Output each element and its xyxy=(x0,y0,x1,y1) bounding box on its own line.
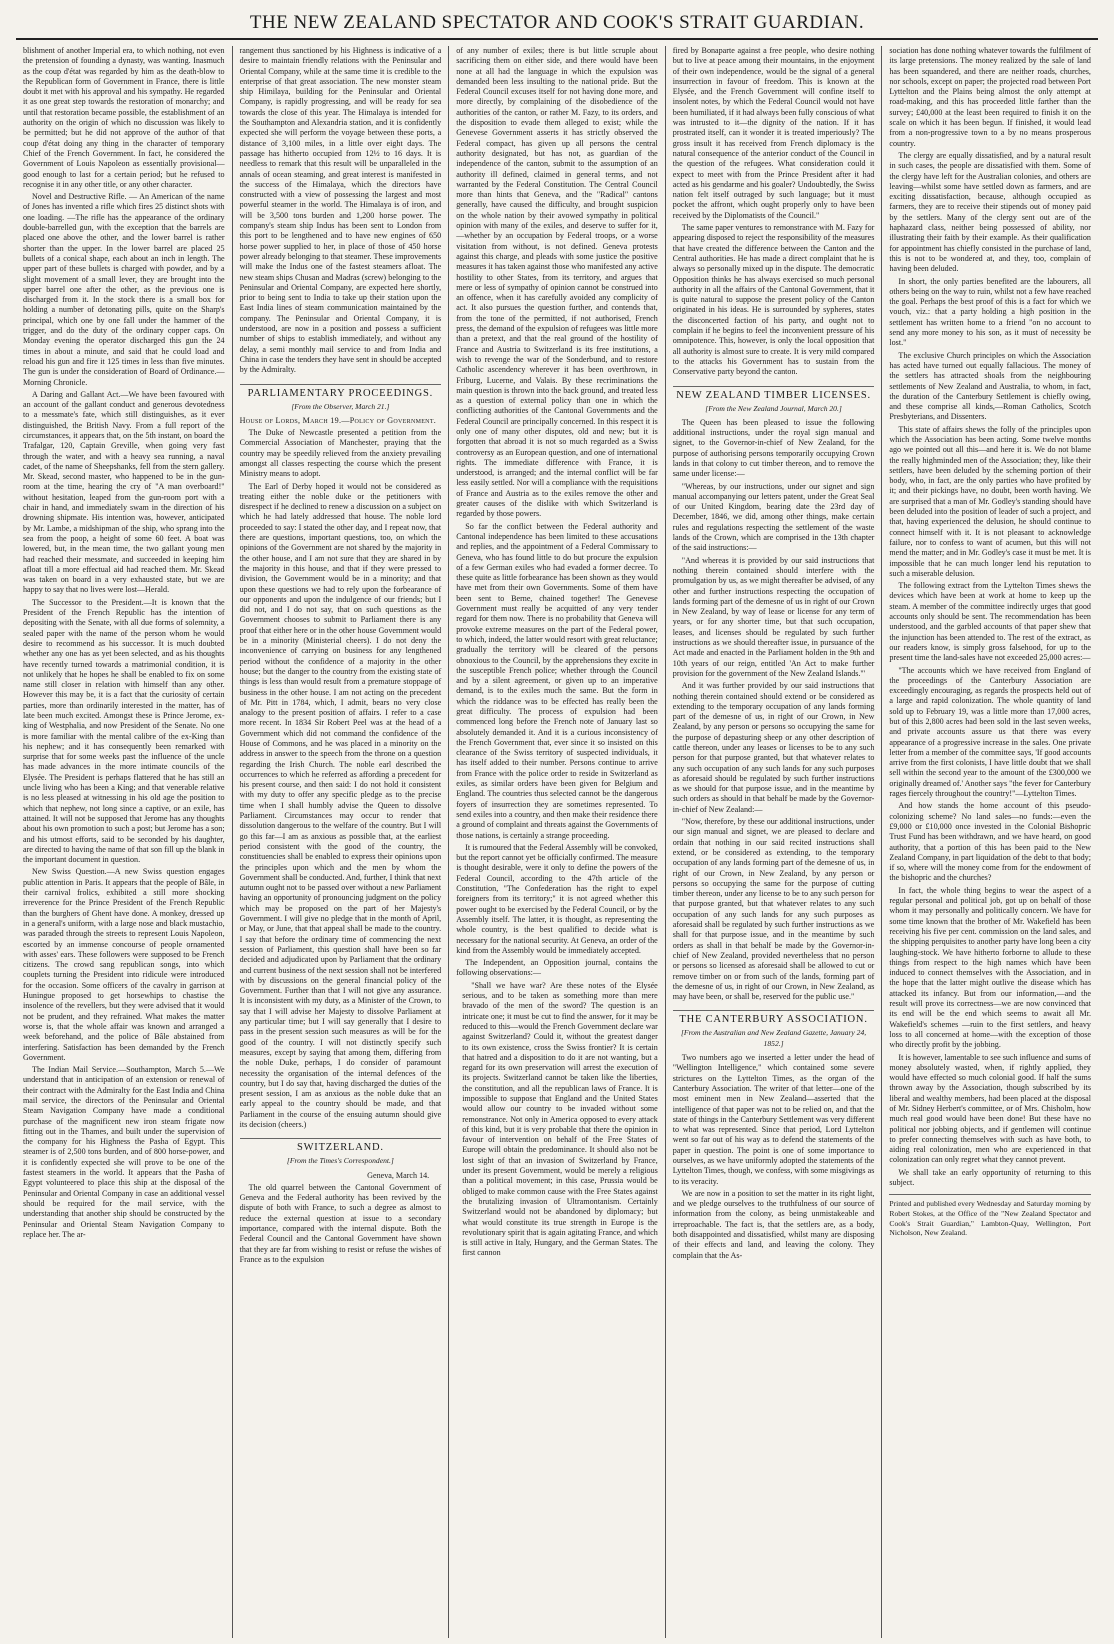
article-paragraph: In short, the only parties benefited are the labourers, all others being on the way to ruin, whilst not a few have reached the goal. Perhaps the best proof of this is a fact for which we vouch, viz.: that a party holding a high position in the settlement has written home to a friend "on no account to send any more money to his son, as it must of necessity be lost." xyxy=(889,276,1091,348)
section-heading-parliamentary: PARLIAMENTARY PROCEEDINGS. xyxy=(240,384,442,399)
section-subhead: House of Lords, March 19.—Policy of Government. xyxy=(239,415,437,425)
article-paragraph: of any number of exiles; there is but little scruple about sacrificing them on either side, and there would have been none at all had the language in which the expulsion was demanded been less insulting to the national pride. But the Federal Council excuses itself for not having done more, and more directly, by complaining of the disobedience of the authorities of the canton, or rather M. Fazy, to its orders, and the disposition to evade them alleged to exist; while the Genevese Government asserts it has strictly observed the Federal compact, has given up all persons the central authority designated, but has not, as guardian of the independence of the canton, submit to the assumption of an authority ill defined, claimed in general terms, and not warranted by the Federal Constitution. The Central Council more than hints that Geneva, and the "Radical" cantons generally, have caused the difficulty, and brought suspicion on the whole nation by their avowed sympathy in political opinion with many of the exiles, and deserve to suffer for it,—whether by an occupation by Federal troops, or a worse visitation from without, is not defined. Geneva protests against this charge, and pleads with some justice the positive measures it has taken against those who manifested any active hostility to other States, from its territory, and argues that mere or less of sympathy of opinion cannot be construed into an offence, when it has carefully avoided any complicity of act. It also pursues the question further, and contends that, from the tone of the permitted, if not authorised, French press, the demand of the expulsion of refugees was little more than a pretext, and that the real ground of the hostility of France and Austria to Switzerland is its free institutions, a wish to revenge the war of the Sonderbund, and to restore Catholic ascendency wherever it has been overthrown, in Friburg, Lucerne, and Valais. By these recriminations the main question is thrown into the back ground, and treated less as a question of external policy than one in which the conflicting authorities of the Cantonal Governments and the Federal Council are principally concerned. In this respect it is only one of many other disputes, old and new; but it is forgotten that abroad it is not so much regarded as a Swiss controversy as an European question, and one of international rights. The immediate difference with France, it is understood, is arranged; and the internal conflict will be far less easily settled. Nor will a compliance with the requisitions of France and Austria as to the exiles remove the other and greater causes of the dislike with which Switzerland is regarded by those powers. xyxy=(456,46,658,519)
article-paragraph: The following extract from the Lyttelton Times shews the devices which have been at work at home to keep up the steam. A member of the committee indirectly urges that good accounts only should be sent. The recommendation has been understood, and the garbled accounts of that paper shew that the injunction has been attended to. The rest of the extract, as our readers know, is simply gross falsehood, for up to the present time the land-sales have not exceeded 25,000 acres:— xyxy=(889,581,1091,663)
article-paragraph: fired by Bonaparte against a free people, who desire nothing but to live at peace among their mountains, in the enjoyment of their own independence, would be the signal of a general insurrection in favour of freedom. This is known at the Elysée, and the French Government will confine itself to insolent notes, by which the Federal Council would not have been humiliated, if it had always been fully conscious of what was intrusted to it—the dignity of the nation. If it has prostrated itself, can it wonder it is treated imperiously? The gross insult it has received from French diplomacy is the natural consequence of the anterior conduct of the Council in the question of the refugees. What consideration could it expect to meet with from the Prince President after it had acted as his gendarme and his goaler? Undoubtedly, the Swiss nation felt itself outraged by such language; but it must pocket the affront, which ought properly only to have been received by the Diplomatists of the Council." xyxy=(672,46,875,220)
article-paragraph: "And whereas it is provided by our said instructions that nothing therein contained should interfere with the promulgation by us, as we might thereafter be advised, of any other and further instructions respecting the occupation of lands forming part of the demesne of us in right of our Crown in New Zealand, by way of lease or license for any term of years, or for any shorter time, but that such occupation, leases, and licenses should be regulated by such further instructions as we should thereafter issue, in pursuance of the Act made and enacted in the Parliament holden in the 9th and 10th years of our reign, entitled 'An Act to make further provision for the government of the New Zealand Islands.'" xyxy=(672,555,875,678)
column-2 xyxy=(233,46,450,1638)
column-4 xyxy=(666,46,883,1638)
section-source: [From the Times's Correspondent.] xyxy=(286,1156,394,1166)
article-paragraph: The old quarrel between the Cantonal Government of Geneva and the Federal authority has been revived by the dispute of both with France, to such a degree as almost to reduce the external question at issue to a secondary importance, compared with the internal dispute. Both the Federal Council and the Cantonal Government have shown that they are far from wishing to resist or refuse the wishes of France as to the expulsion xyxy=(239,1182,442,1264)
section-source: [From the Observer, March 21.] xyxy=(291,401,390,411)
article-paragraph: We are now in a position to set the matter in its right light, and we pledge ourselves to the truthfulness of our source of information from the colony, as being unmistakeable and irreproachable. The fact is, that the settlers are, as a body, both disappointed and dissatisfied, whilst many are disposing of their effects and land, and leaving the colony. They complain that the As- xyxy=(672,1188,875,1260)
article-paragraph: sociation has done nothing whatever towards the fulfilment of its large pretensions. The money realized by the sale of land has been squandered, and there are neither roads, churches, nor schools, except on paper; the projected road between Port Lyttelton and the Plains being almost the only attempt at road-making, and this has proceeded little farther than the survey; £40,000 at the least been required to finish it on the scale on which it has been begun. If finished, it would lead from a non-progressive town to a by no means prosperous country. xyxy=(889,46,1091,148)
article-paragraph: The Indian Mail Service.—Southampton, March 5.—We understand that in anticipation of an extension or renewal of their contract with the Admiralty for the East India and China mail service, the directors of the Peninsular and Oriental Steam Navigation Company have made a conditional purchase of the magnificent new iron steam frigate now fitting out in the Thames, and built under the supervision of the company for his Highness the Pasha of Egypt. This steamer is of 2,500 tons burden, and of 800 horse-power, and it is confidently expected she will prove to be one of the fastest steamers in the world. It appears that the Pasha of Egypt volunteered to place this ship at the disposal of the Peninsular and Oriental Company in case an additional vessel should be required for the mail service, with the understanding that another ship should be constructed by the Peninsular and Oriental Steam Navigation Company to replace her. The ar- xyxy=(23,1065,225,1239)
dateline: Geneva, March 14. xyxy=(367,1170,430,1180)
column-5 xyxy=(882,46,1098,1638)
article-paragraph: The clergy are equally dissatisfied, and by a natural result in such cases, the people are dissatisfied with them. Some of the clergy have left for the Australian colonies, and others are leaving—whilst some have settled down as farmers, and are exciting dissatisfaction, because, although occupied as farmers, they are to receive their stipends out of money paid by the settlers. Many of the clergy sent out are of the haphazard class, neither being possessed of ability, nor illustrating their faith by their example. As their qualification for appointment has chiefly consisted in the purchase of land, this is not to be wondered at, and they, too, complain of having been deluded. xyxy=(889,150,1091,274)
article-paragraph: "Whereas, by our instructions, under our signet and sign manual accompanying our letters patent, under the Great Seal of our United Kingdom, bearing date the 23rd day of December, 1846, we did, among other things, make certain rules and regulations respecting the settlement of the waste lands of the Crown, which are comprised in the 13th chapter of the said instructions:— xyxy=(672,481,875,553)
masthead-title: THE NEW ZEALAND SPECTATOR AND COOK'S STRAIT GUARDIAN. xyxy=(249,12,865,33)
columns xyxy=(16,46,1098,1638)
section-heading-timber: NEW ZEALAND TIMBER LICENSES. xyxy=(673,386,875,401)
article-paragraph: A Daring and Gallant Act.—We have been favoured with an account of the gallant conduct and generous devotedness to a messmate's fate, which still distinguishes, as it ever distinguished, the British Navy. From a full report of the circumstances, it appears that, on the 5th instant, on board the Trafalgar, 120, Captain Greville, when going very fast through the water, and with a heavy sea running, a naval cadet, of the name of Sheepshanks, fell from the stern gallery. Mr. Skead, second master, who happened to be in the gun-room at the time, hearing the cry of "A man overboard!" without hesitation, leaped from the gun-room port with a chair in hand, and immediately swam in the direction of his drowning shipmate. His intention was, however, anticipated by Mr. Lambe, a midshipman of the ship, who sprang into the sea from the poop, a height of some 60 feet. A boat was lowered, but, in the mean time, the two gallant young men had reached their messmate, and succeeded in keeping him afloat till a more effectual aid had reached them. Mr. Skead was taken on board in a very exhausted state, but we are happy to say that no lives were lost—Herald. xyxy=(23,389,225,595)
article-paragraph: We shall take an early opportunity of returning to this subject. xyxy=(889,1167,1091,1188)
masthead-rule xyxy=(16,38,1098,40)
article-paragraph: The Duke of Newcastle presented a petition from the Commercial Association of Manchester, praying that the country may be speedily relieved from the anxiety prevailing amongst all classes respecting the course which the present Ministry means to adopt. xyxy=(239,428,442,479)
article-paragraph: "Now, therefore, by these our additional instructions, under our sign manual and signet, we are pleased to declare and ordain that nothing in our said recited instructions shall extend, or be considered as extending, to the temporary occupation of any lands forming part of the demesne of us, in right of our Crown, in New Zealand, by any person or persons so occupying the same for the purpose of cutting timber thereon, under any license to be to any such person for that purpose granted, but that whatever relates to any such occupation of any such lands for any such purposes as aforesaid shall be regulated by such further instructions as we shall for that purpose issue, and in the meantime by such orders as shall in that behalf be made by the Governor-in-chief of New Zealand, provided nevertheless that no person or persons so licensed as aforesaid shall be allowed to cut or remove timber on or from such of the lands, forming part of the demesne of us, in right of our Crown, in New Zealand, as may have been, or shall be, reserved for the public use." xyxy=(672,817,875,1002)
article-paragraph: New Swiss Question.—A new Swiss question engages public attention in Paris. It appears that the people of Bâle, in their carnival frolics, exhibited a still more shocking irreverence for the Prince President of the French Republic than the burghers of Ghent have done. A monkey, dressed up in a general's uniform, with a large nose and black mustachio, was paraded through the streets to represent Louis Napoleon, escorted by an immense concourse of people ornamented with asses' ears. These followers were supposed to be French citizens. The crowd sang republican songs, into which couplets turning the President into ridicule were introduced for the occasion. Some officers of the cavalry in garrison at Huningue proposed to get horsewhips to chastise the insolence of the revellers, but they were advised that it would not be prudent, and they refrained. What makes the matter worse is, that the whole affair was known and arranged a week beforehand, and the police of Bâle abstained from interfering. Satisfaction has been demanded by the French Government. xyxy=(23,867,225,1062)
article-paragraph: The Earl of Derby hoped it would not be considered as treating either the noble duke or the petitioners with disrespect if he declined to renew a discussion on a subject on which he had lately addressed that house. The noble lord proceeded to say: I stated the other day, and I repeat now, that there are questions, important questions, too, on which the opinions of the Government are not shared by the majority in the other house, and I am not sure that they are shared in by the majority in this house, and that if they were pressed to division, the Government would be in a minority; and that upon these questions we had to rely upon the forbearance of our opponents and upon the indulgence of our friends; but I did not, and I do not say, that on such questions as the Government chooses to submit to Parliament there is any proof that either here or in the other house Government would be in a minority (Ministerial cheers). I do not deny the inconvenience of carrying on business for any lengthened period without the confidence of a majority in the other house; but the danger to the country from the existing state of things is less than would result from a premature stoppage of business in the other house. I am not acting on the precedent of Mr. Pitt in 1784, which, I admit, bears no very close analogy to the present position of affairs. I refer to a case more recent. In 1834 Sir Robert Peel was at the head of a Government which did not command the confidence of the House of Commons, and he was placed in a minority on the address in answer to the speech from the throne on a question regarding the Irish Church. The noble earl described the occurrences to which he referred as affording a precedent for his present course, and then said: I do not hold it consistent with my duty to offer any specific pledge as to the precise time when I shall humbly advise the Queen to dissolve Parliament. Circumstances may occur to render that dissolution dangerous to the welfare of the country. But I will go this far—I am as anxious as possible that, at the earliest period consistent with the good of the country, the constituencies shall be enabled to express their opinions upon the principles upon which and the men by whom the Government shall be conducted. And, further, I think that next autumn ought not to be passed over without a new Parliament having an opportunity of pronouncing judgment on the policy which may be proposed on the part of her Majesty's Government. I will give no pledge that in the month of April, or May, or June, that that appeal shall be made to the country. I say that before the ordinary time of commencing the next session of Parliament, this question shall have been so far decided and adjudicated upon by Parliament that the ordinary and current business of the next session shall not be interfered with by discussions on the general financial policy of the Government. Further than that I will not give any assurance. It is inconsistent with my duty, as a Minister of the Crown, to say that I will advise her Majesty to dissolve Parliament at any particular time; but I will say generally that I desire to pass in the present session such measures as will be for the good of the country. I will not distinctly specify such measures, except by saying that among them, differing from the noble Duke, perhaps, I do consider of paramount necessity the organisation of the internal defences of the country, but I do say that, having discharged the duties of the present session, I am as anxious as the noble duke that an early appeal to the country should be made, and that Parliament in the course of the ensuing autumn should give its decision (cheers.) xyxy=(239,481,442,1129)
article-paragraph: In fact, the whole thing begins to wear the aspect of a regular personal and political job, got up on behalf of those whom it may personally and politically concern. We have for some time known that the brother of Mr. Wakefield has been receiving his five per cent. commission on the land sales, and the shipping perquisites to another party have long been a city laughing-stock. We have hitherto forborne to allude to these things from respect to the high names which have been induced to connect themselves with the Association, and in the hope that the latter might outlive the disease which has attacked its infancy. But from our information,—and the result will prove its correctness—we are now convinced that its end will be the end which seems to await all Mr. Wakefield's schemes —ruin to the first settlers, and heavy loss to all concerned at home—with the exception of those who directly profit by the jobbing. xyxy=(889,885,1091,1050)
article-paragraph: "The accounts which we have received from England of the proceedings of the Canterbury Association are exceedingly encouraging, as regards the prospects held out of a large and rapid colonization. The whole quantity of land sold up to February 19, was a little more than 17,000 acres, but of this 2,800 acres had been sold in the last seven weeks, and private accounts assure us that there was every appearance of a progressive increase in the sales. One private letter from a member of the committee says, 'If good accounts arrive from the first colonists, I have little doubt that we shall sell within the second year to the amount of the £300,000 we originally dreamed of.' Another says "the fever for Canterbury rages fiercely throughout the country!"—Lyttelton Times. xyxy=(889,665,1091,799)
article-paragraph: And it was further provided by our said instructions that nothing therein contained should extend or be considered as extending to the temporary occupation of any lands forming part of the demesne of us, in right of our Crown, in New Zealand, by any person or persons so occupying the same for the purpose of depasturing sheep or any other description of cattle thereon, under any leases or licenses to be to any such person for that purpose granted, but that whatever relates to any such occupation of any such lands for any such purposes as aforesaid should be regulated by such further instructions as we should for that purpose issue, and in the meantime by such orders as should in that behalf be made by the Governor-in-chief of New Zealand:— xyxy=(672,681,875,814)
article-paragraph: This state of affairs shews the folly of the principles upon which the Association has been acting. Some twelve months ago we pointed out all this—and here it is. We do not blame the really highminded men of the Association; they, like their settlers, have been deluded by the scheming portion of their body, who, in fact, are the only parties who have profited by it; and their pickings have, no doubt, been worth having. We are surprised that a man of Mr. Godley's standing should have been deluded into the position of leader of such a project, and that, having experienced the delusion, he should continue to connect himself with it. It is not pleasant to acknowledge failure, nor to confess to want of acumen, but this will not mend the matter; and in Mr. Godley's case it must be met. It is impossible that he can much longer lend his reputation to such a miserable delusion. xyxy=(889,424,1091,578)
article-paragraph: The Independent, an Opposition journal, contains the following observations:— xyxy=(456,958,658,978)
article-paragraph: rangement thus sanctioned by his Highness is indicative of a desire to maintain friendly relations with the Peninsular and Oriental Company, while at the same time it is credible to the enterprise of that great association. The new monster steam ship Himilaya, building for the Peninsular and Oriental Company, is rapidly progressing, and will be ready for sea towards the close of this year. The Himalaya is intended for the Southampton and Alexandria station, and it is confidently expected she will perform the voyage between these ports, a distance of 3,100 miles, in a little over eight days. The passage has hitherto occupied from 12½ to 16 days. It is needless to remark that this result will be unparalleled in the annals of ocean steaming, and great interest is manifested in the success of the Himalaya, which the directors have constructed with a view of possessing the largest and most powerful steamer in the world. The Himalaya is of iron, and will be 3,500 tons burden and 1,200 horse power. The company's steam ship Indus has been sent to London from this port to be lengthened and to have new engines of 650 horse power supplied to her, in place of those of 450 horse power already belonging to that steamer. These improvements will make the Indus one of the fastest steamers afloat. The new steam ships Chusan and Madras (screw) belonging to the Peninsular and Oriental Company, are expected here shortly, prior to being sent to India to take up their station upon the East India lines of steam communication maintained by the company. The Peninsular and Oriental Company, it is understood, are now in a position and possess a sufficient number of ships to establish immediately, and without any delay, a semi monthly mail service to and from India and China in case the tenders they have sent in should be accepted by the Admiralty. xyxy=(239,46,442,375)
article-paragraph: blishment of another Imperial era, to which nothing, not even the pretension of founding a dynasty, was wanting. Inasmuch as the coup d'état was regarded by him as the death-blow to the Republican form of Government in France, there is little doubt it met with his approval and his sympathy. He regarded it as one great step towards the restoration of monarchy; and until that restoration became possible, the establishment of an authority on the origin of which no discussion was likely to be permitted; but he did not approve of the author of that coup d'état doing any thing in the character of temporary Chief of the French Government. In fact, he considered the Government of Louis Napoleon as essentially provisional—good enough to last for a certain period; but he refused to recognise it in any other title, or any other character. xyxy=(23,46,225,189)
article-paragraph: And how stands the home account of this pseudo-colonizing scheme? No land sales—no funds:—even the £9,000 or £10,000 once invested in the Colonial Bishopric Trust Fund has been withdrawn, and we have heard, on good authority, that a portion of this has been paid to the New Zealand Company, in part liquidation of the debt to that body; if so, where will the money come from for the endowment of the bishopric and the churches? xyxy=(889,801,1091,883)
imprint-text: Printed and published every Wednesday and Saturday morning by Robert Stokes, at the Office of the "New Zealand Spectator and Cook's Strait Guardian," Lambton-Quay, Wellington, Port Nicholson, New Zealand. xyxy=(889,1199,1091,1238)
article-paragraph: "Shall we have war? Are these notes of the Elysée serious, and to be taken as something more than mere bravado of the men of the sword? The question is an intricate one; it must be cut to find the answer, for it may be reduced to this—would the French Government declare war against Switzerland? Could it, without the greatest danger to its own existence, cross the Swiss frontier? It is certain that hatred and a disposition to do it are not wanting, but a regard for its own preservation will arrest the execution of its projects. Switzerland cannot be taken like the liberties, the constitution, and all the republican laws of France. It is impossible to suppose that England and the United States would allow our country to be invaded without some remonstrance. Not only in America opposed to every attack of this kind, but it is very probable that there the opinion in favour of intervention on behalf of the Free States of Europe will obtain the predominance. It should also not be lost sight of that an invasion of Switzerland by France, under its present Government, would be merely a religious than a political movement; in this case, Prussia would be obliged to make common cause with the Free States against the brutalizing invasion of Ultramontanism. Certainly Switzerland would not be abandoned by diplomacy; but what would constitute its true strength in Europe is the revolutionary spirit that is again agitating France, and which is still active in Italy, Hungary, and the German States. The first cannon xyxy=(462,980,658,1258)
article-paragraph: It is rumoured that the Federal Assembly will be convoked, but the report cannot yet be officially confirmed. The measure is thought desirable, were it only to define the powers of the Federal Council, according to the 47th article of the Constitution, "The Confederation has the right to expel foreigners from its territory;" it is not agreed whether this power ought to be exercised by the Federal Council, or by the Assembly itself. The latter, it is thought, as representing the whole country, is the best qualified to decide what is necessary for the national security. At Geneva, an order of the kind from the Assembly would be immediately accepted. xyxy=(456,842,658,955)
article-paragraph: The exclusive Church principles on which the Association has acted have turned out equally fallacious. The money of the settlers has attracted shoals from the neighbouring settlements of New Zealand and Australia, to whom, in fact, the duration of the Canterbury Settlement is chiefly owing, and these comprise all kinds,—Roman Catholics, Scotch Presbyterians, and Dissenters. xyxy=(889,350,1091,422)
section-heading-canterbury: THE CANTERBURY ASSOCIATION. xyxy=(673,1010,875,1025)
section-heading-switzerland: SWITZERLAND. xyxy=(240,1138,442,1153)
section-source: [From the Australian and New Zealand Gazette, January 24, 1852.] xyxy=(680,1028,867,1048)
article-paragraph: Two numbers ago we inserted a letter under the head of "Wellington Intelligence," which contained some severe strictures on the Lyttelton Times, as the organ of the Canterbury Association. The writer of that letter—one of the most eminent men in New Zealand—asserted that the intelligence of that paper was not to be relied on, and that the state of things in the Canterbury Settlement was very different to what was represented. Since that period, Lord Lyttelton went so far out of his way as to defend the statements of the paper in question. The point is one of some importance to ourselves, as we have uniformly adopted the statements of the Lyttelton Times, though, we confess, with some misgivings as to its veracity. xyxy=(672,1053,875,1186)
article-paragraph: The Successor to the President.—It is known that the President of the French Republic has the intention of depositing with the Senate, with all due forms of solemnity, a sealed paper with the name of the person whom he would desire to recommend as his successor. It is much doubted whether any one has as yet been selected, and as his thoughts have recently turned towards a matrimonial condition, it is not unlikely that he hopes he shall be enabled to fix on some name still closer in relation with himself than any other. However this may be, it is a fact that the curiosity of certain parties, more than ordinarily interested in the matter, has of late been much excited. Amongst these is Prince Jerome, ex-king of Westphalia, and now President of the Senate. No one is more familiar with the mental calibre of the ex-King than his nephew; and it has consequently been remarked with surprise that for some weeks past the influence of the uncle has made advances in the more intimate councils of the Elysée. The President is perhaps flattered that he has still an uncle living who has been a King; and that venerable relative is no less pleased at witnessing in his old age the position to which that nephew, not long since a captive, or an exile, has attained. It will not be supposed that Jerome has any thoughts about his own promotion to such a post; but Jerome has a son; and his utmost efforts, said to be seconded by his daughter, are directed to having the name of that son fill up the blank in the important document in question. xyxy=(23,597,225,865)
article-paragraph: It is however, lamentable to see such influence and sums of money absolutely wasted, when, if rightly applied, they would have effected so much colonial good. If half the sums thrown away by the Association, though subscribed by its liberal and wealthy members, had been placed at the disposal of Mr. Sidney Herbert's committee, or of Mrs. Chisholm, how much real good would have been done! But these have no political nor jobbing objects, and if gentlemen will continue to prefer connecting themselves with such as have both, to aiding real colonization, men who are experienced in that colonization can only regret what they cannot prevent. xyxy=(889,1052,1091,1165)
article-paragraph: The Queen has been pleased to issue the following additional instructions, under the royal sign manual and signet, to the Governor-in-chief of New Zealand, for the purpose of authorising persons temporarily occupying Crown lands in that colony to cut timber thereon, and to remove the same under license:— xyxy=(672,417,875,479)
section-source: [From the New Zealand Journal, March 20.] xyxy=(705,403,842,413)
imprint xyxy=(889,1194,1091,1237)
article-paragraph: The same paper ventures to remonstrance with M. Fazy for appearing disposed to reject the responsibility of the measures that have created the difference between the Canton and the Central authorities. He has made a direct complaint that he is always so personally mixed up in the dispute. The democratic Opposition thinks he has always exercised so much personal authority in all the affairs of the Cantonal Government, that it is quite natural to suppose the present policy of the Canton originated in his ideas. He is surrounded by sypheres, states the disconcerted faction of his party, and ought not to complain if he begins to feel the inconvenient pressure of his omnipotence. This, however, is only the local opposition that all authority is almost sure to create. It is very mild compared to the attacks his Government has to sustain from the Conservative party beyond the canton. xyxy=(672,223,875,377)
article-paragraph: So far the conflict between the Federal authority and Cantonal independence has been limited to these accusations and replies, and the appointment of a Federal Commissary to Geneva, who has found little to do but procure the expulsion of a few German exiles who had evaded a former decree. To these quite as little forbearance has been shown as they would have met from their own Governments. Some of them have been sent to Berne, chained together! The Genevese Government must really be acquitted of any very tender regard for them now. There is no probability that Geneva will provoke extreme measures on the part of the Federal power, to which, indeed, the latter would resort with great reluctance; gradually the territory will be cleared of the persons obnoxious to the Council, by the apprehensions they excite in the susceptible French police; whether through the Council and by a silent agreement, or given up to an imperative demand, is to the exiles much the same. But the form in which the riddance was to be effected has really been the great difficulty. The process of expulsion had been commenced long before the French note of January last so absolutely demanded it. And it is a curious inconsistency of the French Government that, ever since it so insisted on this clearance of the Swiss territory of suspected individuals, it has itself added to their number. Persons continue to arrive from France with the police order to reside in Switzerland as exiles, as similar orders have been given for Belgium and England. The countries thus selected cannot be the dangerous foyers of insurrection they are sometimes represented. To send exiles into a country, and then make their residence there a ground of complaint and threats against the Governments of those nations, is certainly a strange proceeding. xyxy=(456,521,658,840)
article-paragraph: Novel and Destructive Rifle. — An American of the name of Jones has invented a rifle which fires 25 distinct shots with one loading. —The rifle has the appearance of the ordinary double-barrelled gun, with the exception that the barrels are placed one above the other, and the lower barrel is rather shorter than the upper. In the lower barrel are placed 25 bullets of a conical shape, each about an inch in length. The upper part of these bullets is charged with powder, and by a slight movement of a small lever, they are brought into the upper barrel one after the other, as the previous one is discharged from it. In the stock there is a small box for holding a number of detonating pills, quite on the Sharp's principal, which one by one fall under the hammer of the trigger, and do the duty of the ordinary copper caps. On Monday evening the operator discharged this gun the 24 times in about a minute, and said that he could load and reload his gun and fire it 125 times in less than five minutes. The gun is under the consideration of Board of Ordinance.—Morning Chronicle. xyxy=(23,192,225,387)
column-1 xyxy=(16,46,233,1638)
column-3 xyxy=(449,46,666,1638)
